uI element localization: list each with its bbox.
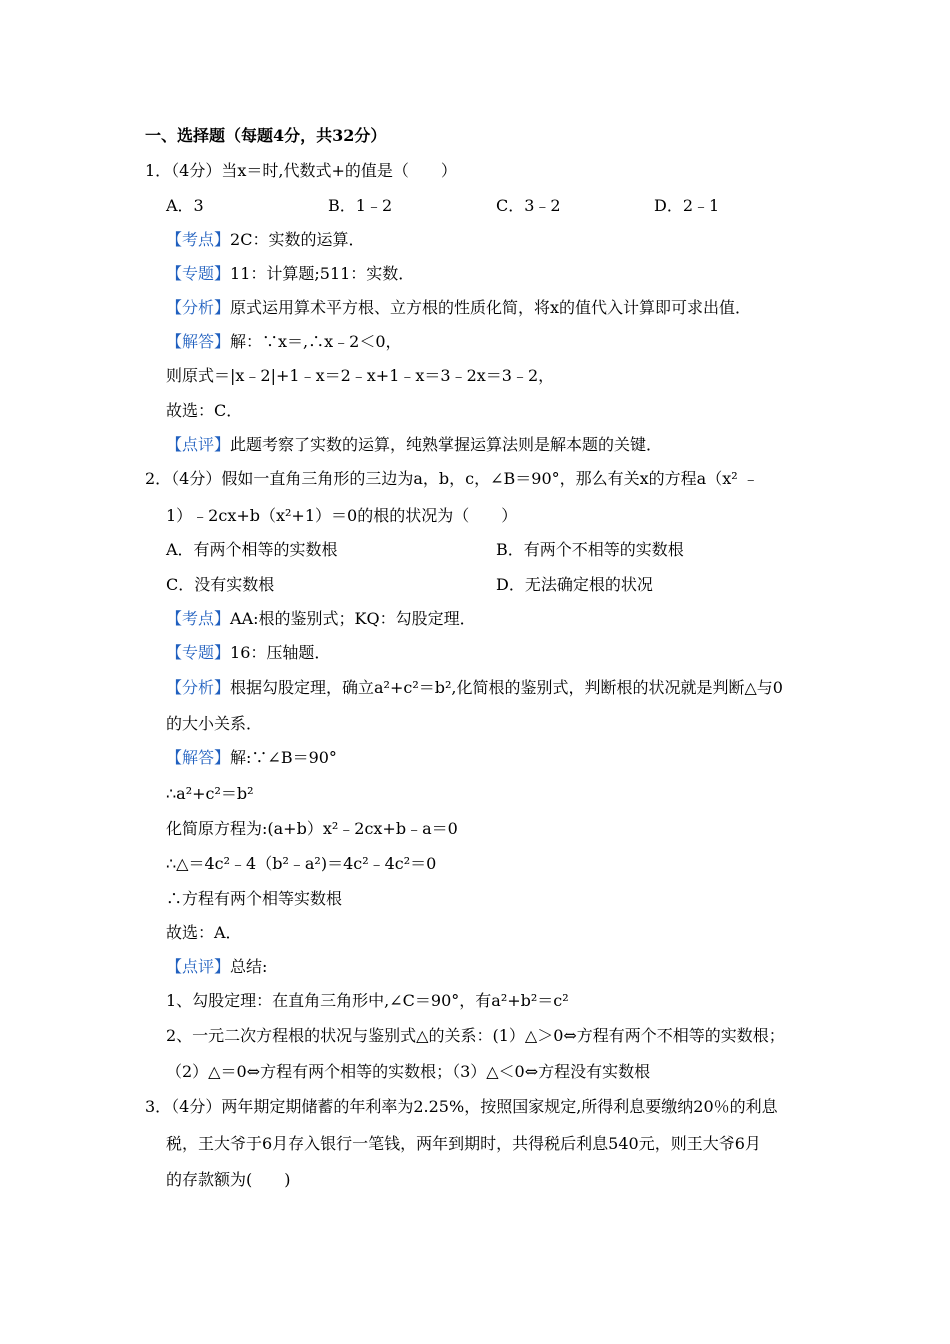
dianping-text: 总结: [230,957,268,976]
q2-note1: 1、勾股定理：在直角三角形中,∠C＝90°，有a²+b²＝c² [166,991,569,1010]
kaodian-text: 2C：实数的运算． [230,230,365,249]
q2-dianping [166,957,267,977]
fenxi-tag: 【分析】 [166,298,231,317]
q1-dianping [166,435,662,455]
q1-option-a: A．3 [166,196,204,215]
q1-step: 则原式＝|x﹣2|+1﹣x＝2﹣x+1﹣x＝3﹣2x＝3﹣2， [166,366,555,385]
q3-stem-line3: 的存款额为( ) [166,1170,291,1189]
q1-option-b: B．1﹣2 [328,196,393,215]
zhuanti-tag: 【专题】 [166,264,231,283]
q2-option-d: D．无法确定根的状况 [496,575,653,594]
jieda-tag: 【解答】 [166,748,231,767]
q1-fenxi [166,298,751,318]
dianping-text: 此题考察了实数的运算，纯熟掌握运算法则是解本题的关键． [230,435,663,454]
q2-jieda [166,748,337,768]
q2-option-b: B．有两个不相等的实数根 [496,540,684,559]
kaodian-tag: 【考点】 [166,230,231,249]
q1-kaodian [166,230,364,250]
q1-answer: 故选：C． [166,401,243,420]
dianping-tag: 【点评】 [166,957,231,976]
jieda-text: 解:∵∠B＝90° [230,748,337,767]
q2-step4: ∴方程有两个相等实数根 [166,889,343,908]
q2-step3: ∴△＝4c²﹣4（b²﹣a²)＝4c²﹣4c²＝0 [166,854,437,873]
q1-option-c: C．3﹣2 [496,196,561,215]
zhuanti-text: 11：计算题;511：实数． [230,264,415,283]
section-title: 一、选择题（每题4分，共32分） [145,126,387,145]
q2-answer: 故选：A． [166,923,242,942]
zhuanti-text: 16：压轴题． [230,643,331,662]
q1-stem: 1．（4分）当x＝时,代数式+的值是（ ） [145,161,457,180]
q1-option-d: D．2﹣1 [654,196,720,215]
q3-stem-line2: 税，王大爷于6月存入银行一笔钱，两年到期时，共得税后利息540元，则王大爷6月 [166,1134,761,1153]
fenxi-tag: 【分析】 [166,678,231,697]
q2-fenxi-cont: 的大小关系． [166,714,263,733]
q2-stem-line2: 1）﹣2cx+b（x²+1）＝0的根的状况为（ ） [166,506,518,525]
q2-zhuanti [166,643,330,663]
dianping-tag: 【点评】 [166,435,231,454]
q2-option-a: A．有两个相等的实数根 [166,540,338,559]
q2-fenxi [166,678,783,698]
q2-option-c: C．没有实数根 [166,575,275,594]
jieda-tag: 【解答】 [166,332,231,351]
q2-note3: （2）△＝0⇔方程有两个相等的实数根；（3）△＜0⇔方程没有实数根 [166,1062,651,1081]
zhuanti-tag: 【专题】 [166,643,231,662]
kaodian-tag: 【考点】 [166,609,231,628]
q2-step2: 化简原方程为:(a+b）x²﹣2cx+b﹣a＝0 [166,819,458,838]
q3-stem-line1: 3．（4分）两年期定期储蓄的年利率为2.25%，按照国家规定,所得利息要缴纳20％的利息 [145,1097,778,1116]
q2-note2: 2、一元二次方程根的状况与鉴别式△的关系：(1）△＞0⇔方程有两个不相等的实数根； [166,1026,785,1045]
kaodian-text: AA:根的鉴别式；KQ：勾股定理． [230,609,476,628]
jieda-text: 解：∵x＝,∴x﹣2＜0， [230,332,402,351]
fenxi-text: 根据勾股定理，确立a²+c²＝b²,化简根的鉴别式，判断根的状况就是判断△与0 [230,678,783,697]
q2-kaodian [166,609,476,629]
q1-zhuanti [166,264,414,284]
q2-stem-line1: 2．（4分）假如一直角三角形的三边为a，b，c，∠B＝90°，那么有关x的方程a（x² ﹣ [145,469,759,488]
fenxi-text: 原式运用算术平方根、立方根的性质化简，将x的值代入计算即可求出值． [230,298,752,317]
q1-jieda [166,332,402,352]
q2-step1: ∴a²+c²＝b² [166,784,254,803]
